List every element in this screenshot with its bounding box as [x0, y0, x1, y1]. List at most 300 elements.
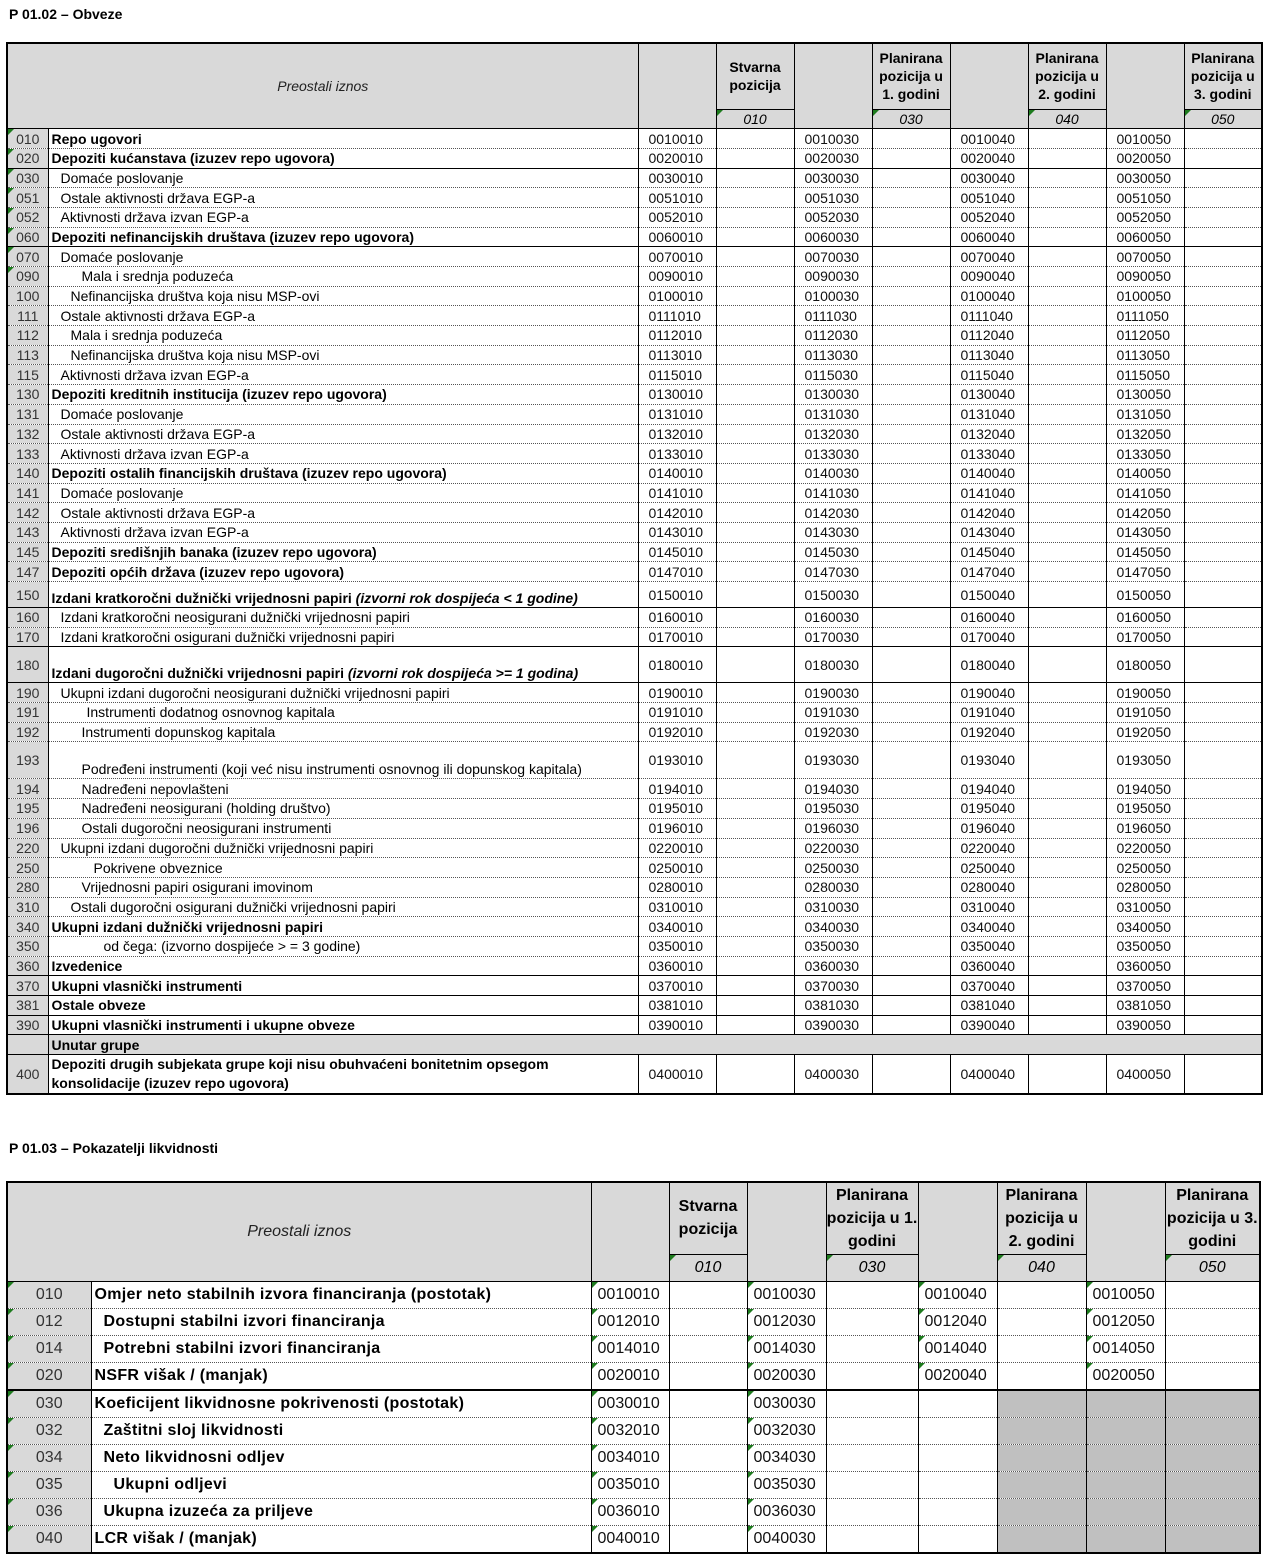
table-row [7, 424, 1262, 444]
value-input[interactable] [826, 1362, 918, 1390]
value-input[interactable] [1184, 742, 1262, 779]
value-input[interactable] [1028, 627, 1106, 647]
value-input[interactable] [1028, 326, 1106, 346]
value-input[interactable] [1184, 1015, 1262, 1035]
value-input[interactable] [1184, 129, 1262, 149]
value-input[interactable] [872, 207, 950, 227]
cell-code: 0131040 [950, 404, 1028, 424]
value-input[interactable] [1184, 877, 1262, 897]
value-input[interactable] [872, 168, 950, 188]
table-row [7, 1444, 1260, 1471]
value-input[interactable] [872, 936, 950, 956]
value-input[interactable] [1028, 345, 1106, 365]
value-input[interactable] [872, 818, 950, 838]
disabled-cell [1165, 1471, 1260, 1498]
value-input[interactable] [1028, 562, 1106, 582]
value-input[interactable] [1028, 703, 1106, 723]
value-input[interactable] [669, 1417, 747, 1444]
value-input[interactable] [872, 522, 950, 542]
value-input[interactable] [1184, 345, 1262, 365]
value-input[interactable] [716, 188, 794, 208]
value-input[interactable] [872, 444, 950, 464]
row-label: Ukupni izdani dužnički vrijednosni papiri [48, 917, 638, 937]
cell-code: 0340010 [638, 917, 716, 937]
value-input[interactable] [716, 996, 794, 1016]
cell-code: 0390010 [638, 1015, 716, 1035]
value-input[interactable] [1184, 168, 1262, 188]
value-input[interactable] [716, 424, 794, 444]
value-input[interactable] [716, 838, 794, 858]
value-input[interactable] [716, 444, 794, 464]
table-row [7, 858, 1262, 878]
value-input[interactable] [872, 582, 950, 608]
header-code-030: 030 [826, 1254, 918, 1281]
value-input[interactable] [1028, 267, 1106, 287]
cell-code: 0133040 [950, 444, 1028, 464]
value-input[interactable] [1184, 424, 1262, 444]
value-input[interactable] [716, 818, 794, 838]
value-input[interactable] [872, 877, 950, 897]
value-input[interactable] [1028, 996, 1106, 1016]
value-input[interactable] [716, 936, 794, 956]
value-input[interactable] [1184, 148, 1262, 168]
cell-code: 0370040 [950, 976, 1028, 996]
value-input[interactable] [826, 1417, 918, 1444]
value-input[interactable] [716, 608, 794, 628]
value-input[interactable] [716, 683, 794, 703]
value-input[interactable] [872, 365, 950, 385]
value-input[interactable] [872, 779, 950, 799]
value-input[interactable] [1028, 582, 1106, 608]
cell-code: 0160010 [638, 608, 716, 628]
cell-code: 0141010 [638, 483, 716, 503]
value-input[interactable] [1028, 608, 1106, 628]
value-input[interactable] [1028, 936, 1106, 956]
value-input[interactable] [826, 1525, 918, 1553]
value-input[interactable] [872, 976, 950, 996]
value-input[interactable] [1028, 207, 1106, 227]
value-input[interactable] [1028, 463, 1106, 483]
value-input[interactable] [1165, 1281, 1260, 1308]
cell-code: 0012010 [591, 1308, 669, 1335]
value-input[interactable] [716, 267, 794, 287]
value-input[interactable] [1028, 1055, 1106, 1095]
value-input[interactable] [872, 188, 950, 208]
value-input[interactable] [716, 703, 794, 723]
row-label: Izdani kratkoročni neosigurani dužnički vrijednosni papiri [48, 608, 638, 628]
value-input[interactable] [872, 148, 950, 168]
value-input[interactable] [1028, 858, 1106, 878]
value-input[interactable] [1184, 385, 1262, 405]
value-input[interactable] [1184, 306, 1262, 326]
value-input[interactable] [1184, 503, 1262, 523]
cell-code: 0193050 [1106, 742, 1184, 779]
value-input[interactable] [872, 129, 950, 149]
value-input[interactable] [1028, 365, 1106, 385]
value-input[interactable] [872, 463, 950, 483]
value-input[interactable] [716, 1015, 794, 1035]
cell-code: 0111040 [950, 306, 1028, 326]
value-input[interactable] [1184, 647, 1262, 683]
value-input[interactable] [872, 345, 950, 365]
value-input[interactable] [1184, 267, 1262, 287]
value-input[interactable] [872, 627, 950, 647]
value-input[interactable] [1028, 542, 1106, 562]
header-code-040: 040 [1028, 109, 1106, 129]
cell-code: 0131010 [638, 404, 716, 424]
header-row [7, 43, 1262, 109]
value-input[interactable] [1165, 1308, 1260, 1335]
value-input[interactable] [716, 1055, 794, 1095]
header-col-plan-3: Planirana pozicija u 3. godini [1184, 43, 1262, 109]
value-input[interactable] [1184, 956, 1262, 976]
value-input[interactable] [716, 463, 794, 483]
cell-code: 0141030 [794, 483, 872, 503]
table-row [7, 1525, 1260, 1553]
value-input[interactable] [1028, 522, 1106, 542]
value-input[interactable] [872, 483, 950, 503]
value-input[interactable] [1184, 627, 1262, 647]
value-input[interactable] [716, 385, 794, 405]
value-input[interactable] [872, 683, 950, 703]
value-input[interactable] [826, 1308, 918, 1335]
row-label: Neto likvidnosni odljev [91, 1444, 591, 1471]
value-input[interactable] [1184, 463, 1262, 483]
value-input[interactable] [716, 365, 794, 385]
value-input[interactable] [716, 582, 794, 608]
value-input[interactable] [1184, 542, 1262, 562]
cell-code: 0150050 [1106, 582, 1184, 608]
value-input[interactable] [716, 148, 794, 168]
row-code: 034 [7, 1444, 91, 1471]
value-input[interactable] [1028, 129, 1106, 149]
value-input[interactable] [1184, 522, 1262, 542]
value-input[interactable] [872, 608, 950, 628]
value-input[interactable] [669, 1471, 747, 1498]
row-label: Instrumenti dodatnog osnovnog kapitala [48, 703, 638, 723]
value-input[interactable] [1184, 207, 1262, 227]
value-input[interactable] [872, 306, 950, 326]
cell-code: 0195030 [794, 799, 872, 819]
value-input[interactable] [1028, 683, 1106, 703]
header-label: Preostali iznos [7, 43, 638, 129]
row-code: 141 [7, 483, 48, 503]
row-label: Ostale aktivnosti država EGP-a [48, 188, 638, 208]
cell-code-empty [918, 1525, 997, 1553]
value-input[interactable] [1028, 385, 1106, 405]
cell-code: 0191010 [638, 703, 716, 723]
value-input[interactable] [872, 542, 950, 562]
value-input[interactable] [716, 542, 794, 562]
value-input[interactable] [669, 1498, 747, 1525]
cell-code: 0191040 [950, 703, 1028, 723]
value-input[interactable] [716, 956, 794, 976]
table-row [7, 1281, 1260, 1308]
value-input[interactable] [872, 286, 950, 306]
cell-code: 0133050 [1106, 444, 1184, 464]
cell-code: 0143050 [1106, 522, 1184, 542]
value-input[interactable] [872, 326, 950, 346]
value-input[interactable] [997, 1308, 1086, 1335]
disabled-cell [1165, 1525, 1260, 1553]
table-row [7, 306, 1262, 326]
value-input[interactable] [872, 838, 950, 858]
cell-code: 0170010 [638, 627, 716, 647]
header-col-stvarna: Stvarna pozicija [716, 43, 794, 109]
cell-code: 0131030 [794, 404, 872, 424]
value-input[interactable] [1165, 1335, 1260, 1362]
value-input[interactable] [716, 483, 794, 503]
value-input[interactable] [1028, 722, 1106, 742]
value-input[interactable] [1028, 148, 1106, 168]
value-input[interactable] [716, 779, 794, 799]
value-input[interactable] [669, 1525, 747, 1553]
value-input[interactable] [1028, 877, 1106, 897]
value-input[interactable] [997, 1362, 1086, 1390]
value-input[interactable] [1028, 247, 1106, 267]
value-input[interactable] [716, 227, 794, 247]
cell-code: 0020050 [1086, 1362, 1165, 1390]
value-input[interactable] [826, 1335, 918, 1362]
value-input[interactable] [716, 129, 794, 149]
value-input[interactable] [1184, 227, 1262, 247]
value-input[interactable] [1184, 799, 1262, 819]
cell-code: 0190030 [794, 683, 872, 703]
value-input[interactable] [872, 742, 950, 779]
cell-code: 0115050 [1106, 365, 1184, 385]
value-input[interactable] [872, 385, 950, 405]
value-input[interactable] [1184, 779, 1262, 799]
value-input[interactable] [872, 799, 950, 819]
value-input[interactable] [872, 703, 950, 723]
table-row [7, 627, 1262, 647]
value-input[interactable] [716, 247, 794, 267]
value-input[interactable] [872, 897, 950, 917]
value-input[interactable] [1184, 996, 1262, 1016]
value-input[interactable] [1028, 424, 1106, 444]
value-input[interactable] [1184, 858, 1262, 878]
value-input[interactable] [716, 286, 794, 306]
cell-code: 0142010 [638, 503, 716, 523]
cell-code: 0381010 [638, 996, 716, 1016]
value-input[interactable] [872, 1055, 950, 1095]
value-input[interactable] [716, 627, 794, 647]
table-row [7, 522, 1262, 542]
row-code: 310 [7, 897, 48, 917]
value-input[interactable] [1028, 404, 1106, 424]
value-input[interactable] [872, 1015, 950, 1035]
cell-code: 0196050 [1106, 818, 1184, 838]
value-input[interactable] [716, 917, 794, 937]
value-input[interactable] [1184, 188, 1262, 208]
value-input[interactable] [826, 1498, 918, 1525]
value-input[interactable] [1028, 897, 1106, 917]
value-input[interactable] [716, 742, 794, 779]
value-input[interactable] [826, 1281, 918, 1308]
value-input[interactable] [1184, 365, 1262, 385]
value-input[interactable] [1184, 936, 1262, 956]
value-input[interactable] [1028, 444, 1106, 464]
value-input[interactable] [1028, 188, 1106, 208]
row-label-line2: konsolidacije (izuzev repo ugovora) [51, 1075, 289, 1092]
cell-code: 0145040 [950, 542, 1028, 562]
value-input[interactable] [669, 1444, 747, 1471]
cell-code: 0012030 [747, 1308, 826, 1335]
value-input[interactable] [716, 562, 794, 582]
cell-code: 0010050 [1106, 129, 1184, 149]
value-input[interactable] [1028, 1015, 1106, 1035]
value-input[interactable] [872, 722, 950, 742]
cell-code: 0310050 [1106, 897, 1184, 917]
value-input[interactable] [716, 207, 794, 227]
value-input[interactable] [997, 1335, 1086, 1362]
value-input[interactable] [1028, 168, 1106, 188]
value-input[interactable] [716, 503, 794, 523]
cell-code: 0350040 [950, 936, 1028, 956]
row-code [7, 1035, 48, 1055]
cell-code-empty [918, 1471, 997, 1498]
value-input[interactable] [1028, 306, 1106, 326]
cell-code: 0340050 [1106, 917, 1184, 937]
value-input[interactable] [1184, 722, 1262, 742]
value-input[interactable] [872, 562, 950, 582]
value-input[interactable] [872, 503, 950, 523]
value-input[interactable] [1028, 917, 1106, 937]
value-input[interactable] [872, 996, 950, 1016]
value-input[interactable] [872, 404, 950, 424]
value-input[interactable] [1028, 742, 1106, 779]
value-input[interactable] [1028, 503, 1106, 523]
value-input[interactable] [1184, 683, 1262, 703]
value-input[interactable] [1028, 483, 1106, 503]
cell-code: 0032010 [591, 1417, 669, 1444]
value-input[interactable] [872, 227, 950, 247]
value-input[interactable] [1184, 247, 1262, 267]
value-input[interactable] [1028, 286, 1106, 306]
value-input[interactable] [826, 1390, 918, 1418]
value-input[interactable] [716, 722, 794, 742]
value-input[interactable] [872, 858, 950, 878]
value-input[interactable] [716, 326, 794, 346]
cell-code: 0196040 [950, 818, 1028, 838]
cell-code: 0143030 [794, 522, 872, 542]
value-input[interactable] [1184, 838, 1262, 858]
value-input[interactable] [716, 404, 794, 424]
value-input[interactable] [826, 1471, 918, 1498]
value-input[interactable] [872, 267, 950, 287]
value-input[interactable] [1184, 444, 1262, 464]
cell-code: 0340040 [950, 917, 1028, 937]
cell-code: 0141040 [950, 483, 1028, 503]
cell-code: 0111010 [638, 306, 716, 326]
value-input[interactable] [872, 424, 950, 444]
value-input[interactable] [1184, 1055, 1262, 1095]
cell-code: 0090010 [638, 267, 716, 287]
table-row [7, 129, 1262, 149]
row-label: Domaće poslovanje [48, 247, 638, 267]
value-input[interactable] [1184, 897, 1262, 917]
cell-code: 0090050 [1106, 267, 1184, 287]
value-input[interactable] [1028, 799, 1106, 819]
value-input[interactable] [716, 976, 794, 996]
value-input[interactable] [1028, 647, 1106, 683]
cell-code: 0051030 [794, 188, 872, 208]
value-input[interactable] [1028, 779, 1106, 799]
value-input[interactable] [1165, 1362, 1260, 1390]
value-input[interactable] [1184, 326, 1262, 346]
row-label [48, 582, 638, 608]
value-input[interactable] [872, 247, 950, 267]
cell-code: 0060030 [794, 227, 872, 247]
value-input[interactable] [716, 647, 794, 683]
value-input[interactable] [669, 1308, 747, 1335]
value-input[interactable] [872, 956, 950, 976]
value-input[interactable] [669, 1362, 747, 1390]
header-code-050: 050 [1165, 1254, 1260, 1281]
value-input[interactable] [1028, 227, 1106, 247]
value-input[interactable] [716, 168, 794, 188]
row-code: 190 [7, 683, 48, 703]
table-row [7, 976, 1262, 996]
table-row [7, 1308, 1260, 1335]
row-code: 140 [7, 463, 48, 483]
row-label: Mala i srednja poduzeća [48, 267, 638, 287]
value-input[interactable] [1028, 976, 1106, 996]
header-spacer [1106, 43, 1184, 129]
value-input[interactable] [716, 897, 794, 917]
value-input[interactable] [1028, 956, 1106, 976]
value-input[interactable] [1184, 703, 1262, 723]
value-input[interactable] [1184, 286, 1262, 306]
value-input[interactable] [1184, 917, 1262, 937]
disabled-cell [1086, 1498, 1165, 1525]
cell-code: 0194030 [794, 779, 872, 799]
value-input[interactable] [1184, 562, 1262, 582]
value-input[interactable] [1184, 404, 1262, 424]
cell-code: 0170050 [1106, 627, 1184, 647]
value-input[interactable] [1184, 608, 1262, 628]
disabled-cell [997, 1390, 1086, 1418]
value-input[interactable] [1184, 976, 1262, 996]
cell-code: 0034010 [591, 1444, 669, 1471]
value-input[interactable] [669, 1390, 747, 1418]
value-input[interactable] [826, 1444, 918, 1471]
value-input[interactable] [997, 1281, 1086, 1308]
value-input[interactable] [716, 799, 794, 819]
value-input[interactable] [716, 522, 794, 542]
value-input[interactable] [1028, 838, 1106, 858]
value-input[interactable] [716, 858, 794, 878]
value-input[interactable] [1028, 818, 1106, 838]
table-row [7, 956, 1262, 976]
value-input[interactable] [872, 647, 950, 683]
disabled-cell [997, 1471, 1086, 1498]
value-input[interactable] [1184, 818, 1262, 838]
value-input[interactable] [716, 877, 794, 897]
value-input[interactable] [1184, 582, 1262, 608]
table-row [7, 444, 1262, 464]
value-input[interactable] [872, 917, 950, 937]
value-input[interactable] [1184, 483, 1262, 503]
value-input[interactable] [669, 1335, 747, 1362]
table-row [7, 286, 1262, 306]
value-input[interactable] [716, 345, 794, 365]
row-label: Depoziti ostalih financijskih društava (izuzev repo ugovora) [48, 463, 638, 483]
value-input[interactable] [716, 306, 794, 326]
value-input[interactable] [669, 1281, 747, 1308]
cell-code: 0196030 [794, 818, 872, 838]
row-code: 133 [7, 444, 48, 464]
